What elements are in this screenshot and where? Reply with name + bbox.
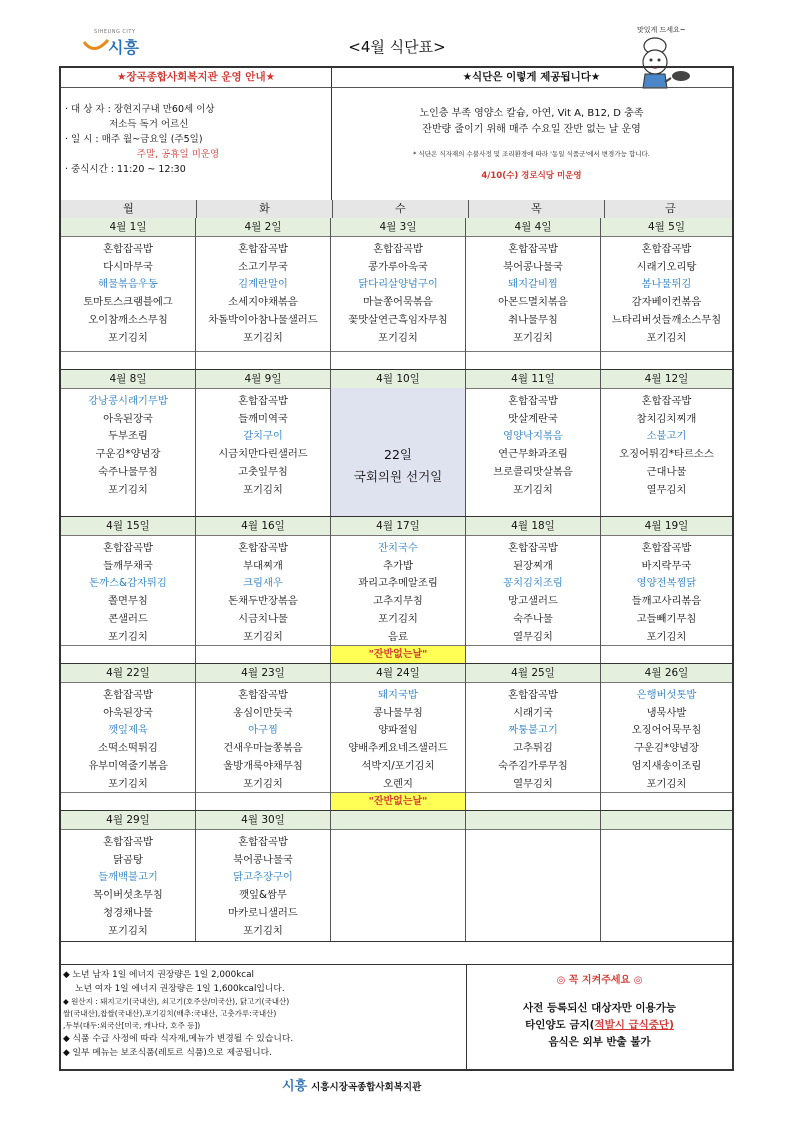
day-date: 4월 26일: [601, 664, 732, 683]
day-date: 4월 25일: [466, 664, 600, 683]
empty-strip: [466, 792, 600, 810]
logo-text: 시흥: [108, 38, 139, 57]
weekday-fri: 금: [665, 202, 676, 215]
menu-item: 고춧잎무침: [238, 465, 288, 478]
menu-item: 혼합잡곡밥: [238, 836, 288, 848]
menu-item: 혼합잡곡밥: [508, 395, 558, 407]
day-date: 4월 5일: [601, 218, 732, 237]
week-row: [61, 664, 732, 811]
menu-item: 포기김치: [646, 630, 687, 643]
menu-sheet: [59, 66, 734, 1071]
menu-item: 열무김치: [513, 630, 553, 643]
note-supply: ◆ 식품 수급 사정에 따라 식자재,메뉴가 변경될 수 있습니다.: [63, 1034, 294, 1044]
leftover-line: 잔반량 줄이기 위해 매주 수요일 잔반 없는 날 운영: [422, 124, 641, 135]
menu-item: 혼합잡곡밥: [238, 395, 288, 407]
menu-item: 들깨미역국: [238, 412, 288, 425]
menu-item: 혼합잡곡밥: [238, 542, 288, 554]
day-date: 4월 12일: [601, 370, 732, 389]
bottom-logo-mark: 시흥: [282, 1079, 308, 1094]
menu-item: 꽁치김치조림: [503, 577, 563, 590]
day-date: 4월 18일: [466, 517, 600, 536]
menu-item: 김계란말이: [238, 278, 288, 291]
change-note: * 식단은 식자재의 수불사정 및 조리환경에 따라 '동일 식품군'에서 변경가능 합니다.: [413, 150, 650, 158]
menu-item: 소불고기: [646, 430, 687, 443]
menu-item: 유부미역줄기볶음: [88, 759, 168, 772]
holiday-text: 22일: [384, 447, 412, 462]
week-row: [61, 370, 732, 517]
day-cell: [331, 811, 466, 941]
day-cell: [601, 664, 732, 810]
day-cell: [196, 218, 331, 369]
note-female-energy: 노년 여자 1일 에너지 권장량은 1일 1,600kcal입니다.: [75, 984, 285, 994]
menu-item: 혼합잡곡밥: [103, 542, 153, 554]
menu-item: 열무김치: [513, 777, 553, 790]
organization-name: 시흥시장곡종합사회복지관: [311, 1082, 422, 1093]
day-cell: [331, 218, 466, 369]
menu-item: 쫄면무침: [108, 595, 148, 608]
menu-item: 깻잎&쌈무: [239, 889, 287, 902]
weekday-thu: 목: [469, 200, 605, 218]
menu-item: 북어콩나물국: [503, 260, 563, 273]
menu-item: 연근무화과조림: [498, 448, 568, 461]
menu-item: 짜퉁불고기: [508, 724, 558, 737]
menu-item: 숙주나물무침: [98, 465, 158, 478]
menu-item: 포기김치: [243, 924, 283, 937]
menu-item: 혼합잡곡밥: [641, 542, 692, 554]
days-line: · 일 시 : 매주 월~금요일 (주5일): [65, 134, 203, 145]
menu-item: 돈까스&감자튀김: [89, 577, 167, 590]
menu-item: 된장찌개: [513, 559, 553, 572]
menu-item: 두부조림: [108, 430, 148, 443]
menu-item: 양파절임: [378, 724, 418, 737]
menu-item: 아욱된장국: [103, 706, 153, 719]
menu-item: 혼합잡곡밥: [103, 243, 153, 255]
menu-item: 꽈리고추메알조림: [358, 577, 438, 590]
rules-title: ◎ 꼭 지켜주세요 ◎: [556, 975, 643, 986]
day-date: 4월 24일: [331, 664, 465, 683]
menu-item: 포기김치: [646, 777, 687, 790]
menu-item: 들깨백불고기: [98, 871, 158, 884]
empty-strip: [61, 351, 195, 369]
no-leftover-day-banner: "잔반없는날": [331, 792, 465, 810]
menu-item: 취나물무침: [508, 313, 558, 326]
menu-item: 아욱된장국: [103, 412, 153, 425]
day-date: 4월 11일: [466, 370, 600, 389]
menu-item: 다시마무국: [103, 260, 153, 273]
day-date: 4월 9일: [196, 370, 330, 389]
menu-item: 포기김치: [108, 630, 148, 643]
menu-item: 포기김치: [108, 331, 148, 344]
day-cell: [331, 664, 466, 810]
menu-item: 엄지새송이조림: [631, 759, 702, 772]
day-cell: [601, 517, 732, 663]
rule-no-takeout: 음식은 외부 반출 불가: [548, 1036, 651, 1048]
menu-item: 포기김치: [513, 331, 553, 344]
menu-item: 꽃맛살연근흑임자무침: [348, 313, 448, 326]
day-cell: [61, 517, 196, 663]
menu-item: 포기김치: [646, 331, 687, 344]
target-line: · 대 상 자 : 장현지구내 만60세 이상: [65, 104, 215, 115]
day-cell: [331, 517, 466, 663]
weekday-mon: 월: [61, 200, 197, 218]
menu-item: 시금치만다린샐러드: [218, 448, 308, 461]
menu-item: 포기김치: [243, 331, 283, 344]
note-origin-tofu: ,두부(대두:외국산[미국, 캐나다, 호주 등]): [63, 1021, 201, 1030]
day-date: 4월 3일: [331, 218, 465, 237]
menu-item: 들깨고사리볶음: [631, 595, 702, 608]
menu-item: 소떡소떡튀김: [98, 742, 158, 755]
closed-line: 주말, 공휴일 미운영: [136, 149, 220, 160]
day-date: 4월 16일: [196, 517, 330, 536]
day-cell: [601, 811, 732, 941]
day-date: 4월 22일: [61, 664, 195, 683]
menu-item: 돈채두반장볶음: [228, 595, 298, 608]
rule-no-transfer: 타인양도 금지(적발시 급식중단): [525, 1019, 674, 1031]
menu-item: 마카로니샐러드: [228, 906, 298, 919]
day-date: 4월 30일: [196, 811, 330, 830]
menu-item: 옹심이만둣국: [233, 706, 293, 719]
week-row: [61, 218, 732, 370]
empty-strip: [331, 351, 465, 369]
day-cell: [196, 517, 331, 663]
menu-item: 포기김치: [108, 483, 148, 496]
menu-item: 혼합잡곡밥: [373, 243, 423, 255]
menu-item: 닭곰탕: [113, 853, 143, 866]
holiday-cell: [331, 388, 465, 516]
empty-strip: [466, 351, 600, 369]
menu-item: 음료: [388, 630, 408, 643]
note-male-energy: ◆ 노년 남자 1일 에너지 권장량은 1일 2,000kcal: [63, 970, 254, 980]
day-date: 4월 17일: [331, 517, 465, 536]
weekday-wed: 수: [333, 200, 469, 218]
menu-item: 석박지/포기김치: [361, 759, 435, 772]
menu-item: 혼합잡곡밥: [238, 689, 288, 701]
menu-item: 바지락무국: [641, 559, 692, 572]
menu-item: 오징어튀김*타르소스: [619, 448, 714, 461]
menu-item: 마늘쫑어묵볶음: [363, 296, 433, 309]
day-date: 4월 1일: [61, 218, 195, 237]
menu-item: 시래기국: [513, 706, 553, 719]
day-cell: [61, 811, 196, 941]
empty-strip: [601, 351, 732, 369]
day-cell: [466, 811, 601, 941]
menu-item: 강낭콩시래기무밥: [88, 395, 168, 407]
menu-item: 혼합잡곡밥: [508, 689, 558, 701]
day-date: [331, 811, 465, 830]
menu-item: 혼합잡곡밥: [103, 689, 153, 701]
menu-item: 냉묵사발: [646, 706, 687, 719]
day-date: 4월 2일: [196, 218, 330, 237]
menu-item: 혼합잡곡밥: [508, 542, 558, 554]
menu-item: 양배추케요네즈샐러드: [348, 742, 448, 755]
menu-item: 닭고추장구이: [233, 871, 293, 884]
menu-item: 콩나물무침: [373, 706, 423, 719]
menu-item: 오이참깨소스무침: [88, 313, 168, 326]
menu-item: 고추지무침: [373, 595, 423, 608]
day-cell: [61, 664, 196, 810]
day-cell: [196, 664, 331, 810]
day-cell: [601, 370, 732, 516]
menu-item: 포기김치: [513, 483, 553, 496]
menu-item: 망고샐러드: [508, 595, 558, 608]
menu-item: 북어콩나물국: [233, 853, 293, 866]
menu-item: 돼지갈비찜: [508, 278, 558, 291]
menu-item: 포기김치: [243, 777, 283, 790]
empty-strip: [61, 792, 195, 810]
rules-box: [467, 965, 732, 1070]
day-cell: [196, 811, 331, 941]
rule-registered: 사전 등록되신 대상자만 이용가능: [523, 1002, 676, 1014]
menu-item: 들깨무채국: [103, 559, 153, 572]
week-row: [61, 517, 732, 664]
menu-item: 오렌지: [383, 777, 413, 790]
day-date: 4월 4일: [466, 218, 600, 237]
menu-item: 혼합잡곡밥: [238, 243, 288, 255]
menu-item: 울방개룩야채무침: [223, 759, 303, 772]
menu-item: 추가밥: [383, 559, 413, 572]
menu-item: 숙주김가루무침: [498, 759, 568, 772]
empty-strip: [601, 645, 732, 663]
menu-grid: [61, 218, 732, 942]
holiday-text: 국회의원 선거일: [353, 469, 443, 484]
page-title: <4월 식단표>: [348, 38, 446, 56]
menu-item: 숙주나물: [513, 612, 553, 625]
menu-item: 은행버섯톳밥: [636, 689, 697, 701]
day-cell: [466, 370, 601, 516]
menu-item: 깻잎제육: [108, 724, 148, 737]
menu-item: 포기김치: [108, 777, 148, 790]
day-cell: [466, 218, 601, 369]
operation-info: [61, 68, 332, 200]
menu-item: 혼합잡곡밥: [641, 395, 692, 407]
menu-item: 맛살계란국: [508, 412, 558, 425]
service-info-header: ★식단은 이렇게 제공됩니다★: [331, 68, 732, 88]
menu-item: 구운김*양념장: [634, 742, 699, 755]
menu-item: 닭다리살양념구이: [358, 278, 438, 291]
empty-strip: [196, 351, 330, 369]
weekday-tue: 화: [197, 200, 333, 218]
target-sub-line: 저소득 독거 어르신: [109, 119, 189, 130]
nutrition-notes: [61, 965, 467, 1070]
day-cell: [331, 370, 466, 516]
day-cell: [466, 517, 601, 663]
menu-item: 아구찜: [248, 724, 278, 737]
menu-item: 포기김치: [243, 630, 283, 643]
menu-item: 포기김치: [243, 483, 283, 496]
day-cell: [601, 218, 732, 369]
menu-item: 갈치구이: [243, 430, 283, 443]
empty-strip: [601, 792, 732, 810]
day-date: 4월 15일: [61, 517, 195, 536]
closure-notice: 4/10(수) 경로식당 미운영: [481, 171, 582, 181]
menu-item: 포기김치: [378, 612, 418, 625]
menu-item: 고들빼기무침: [636, 612, 697, 625]
note-origin-rice: 쌀(국내산),찹쌀(국내산),포기김치(배추:국내산, 고춧가루:국내산): [63, 1009, 277, 1018]
menu-item: 아몬드멸치볶음: [498, 296, 568, 309]
menu-item: 혼합잡곡밥: [508, 243, 558, 255]
time-line: · 중식시간 : 11:20 ~ 12:30: [65, 164, 186, 175]
weekday-header: [61, 200, 732, 219]
day-date: 4월 19일: [601, 517, 732, 536]
menu-item: 콘샐러드: [108, 612, 148, 625]
day-date: [601, 811, 732, 830]
day-cell: [196, 370, 331, 516]
day-date: 4월 23일: [196, 664, 330, 683]
service-info: [331, 68, 732, 200]
menu-item: 청경채나물: [103, 906, 153, 919]
menu-item: 차돌박이아참나물샐러드: [208, 313, 318, 326]
note-origin: ◆ 원산지 : 돼지고기(국내산), 쇠고기(호주산/미국산), 닭고기(국내산): [63, 997, 290, 1006]
menu-item: 콩가루아욱국: [368, 260, 428, 273]
menu-item: 포기김치: [378, 331, 418, 344]
day-cell: [61, 370, 196, 516]
menu-item: 열무김치: [646, 483, 687, 496]
mascot-text: 맛있게 드세요~: [637, 26, 686, 34]
nutrition-line: 노인층 부족 영양소 칼슘, 아연, Vit A, B12, D 충족: [419, 108, 644, 119]
menu-item: 근대나물: [646, 465, 687, 478]
day-date: 4월 8일: [61, 370, 195, 389]
menu-item: 토마토스크램블에그: [83, 296, 173, 309]
day-cell: [466, 664, 601, 810]
menu-item: 구운김*양념장: [95, 448, 161, 461]
menu-item: 해물볶음우동: [98, 278, 158, 291]
day-cell: [61, 218, 196, 369]
empty-strip: [61, 645, 195, 663]
menu-item: 크림새우: [243, 577, 283, 590]
menu-item: 브로콜리맛살볶음: [493, 465, 573, 478]
bottom-logo: [282, 1075, 421, 1094]
menu-item: 포기김치: [108, 924, 148, 937]
logo-small-text: SIHEUNG CITY: [94, 29, 136, 35]
menu-item: 느타리버섯들깨소스무침: [611, 313, 722, 326]
info-section: [61, 68, 732, 201]
note-retort: ◆ 일부 메뉴는 보조식품(레토르 식품)으로 제공됩니다.: [63, 1048, 272, 1058]
menu-item: 건새우마늘쫑볶음: [223, 742, 303, 755]
footer: [61, 964, 732, 1070]
day-date: 4월 29일: [61, 811, 195, 830]
menu-item: 혼합잡곡밥: [103, 836, 153, 848]
menu-item: 감자베이컨볶음: [631, 296, 702, 309]
menu-item: 오징어어묵무침: [631, 724, 702, 737]
no-leftover-day-banner: "잔반없는날": [331, 645, 465, 663]
menu-item: 부대찌개: [243, 559, 283, 572]
menu-item: 돼지국밥: [378, 689, 418, 701]
menu-item: 소세지야채볶음: [228, 296, 298, 309]
operation-info-header: ★장곡종합사회복지관 운영 안내★: [61, 68, 331, 88]
menu-item: 참치김치찌개: [636, 412, 697, 425]
menu-item: 시금치나물: [238, 612, 288, 625]
week-row: [61, 811, 732, 942]
empty-strip: [196, 645, 330, 663]
menu-item: 소고기무국: [238, 260, 288, 273]
menu-item: 고추튀김: [513, 742, 553, 755]
day-date: 4월 10일: [331, 370, 465, 389]
menu-item: 혼합잡곡밥: [641, 243, 692, 255]
menu-item: 영양낙지볶음: [503, 430, 563, 443]
menu-item: 시래기오리탕: [636, 260, 697, 273]
menu-item: 목이버섯초무침: [93, 889, 163, 902]
menu-item: 영양전복찜닭: [636, 577, 697, 590]
empty-strip: [466, 645, 600, 663]
day-date: [466, 811, 600, 830]
menu-item: 잔치국수: [378, 542, 418, 554]
empty-strip: [196, 792, 330, 810]
menu-item: 봄나물튀김: [641, 278, 692, 291]
